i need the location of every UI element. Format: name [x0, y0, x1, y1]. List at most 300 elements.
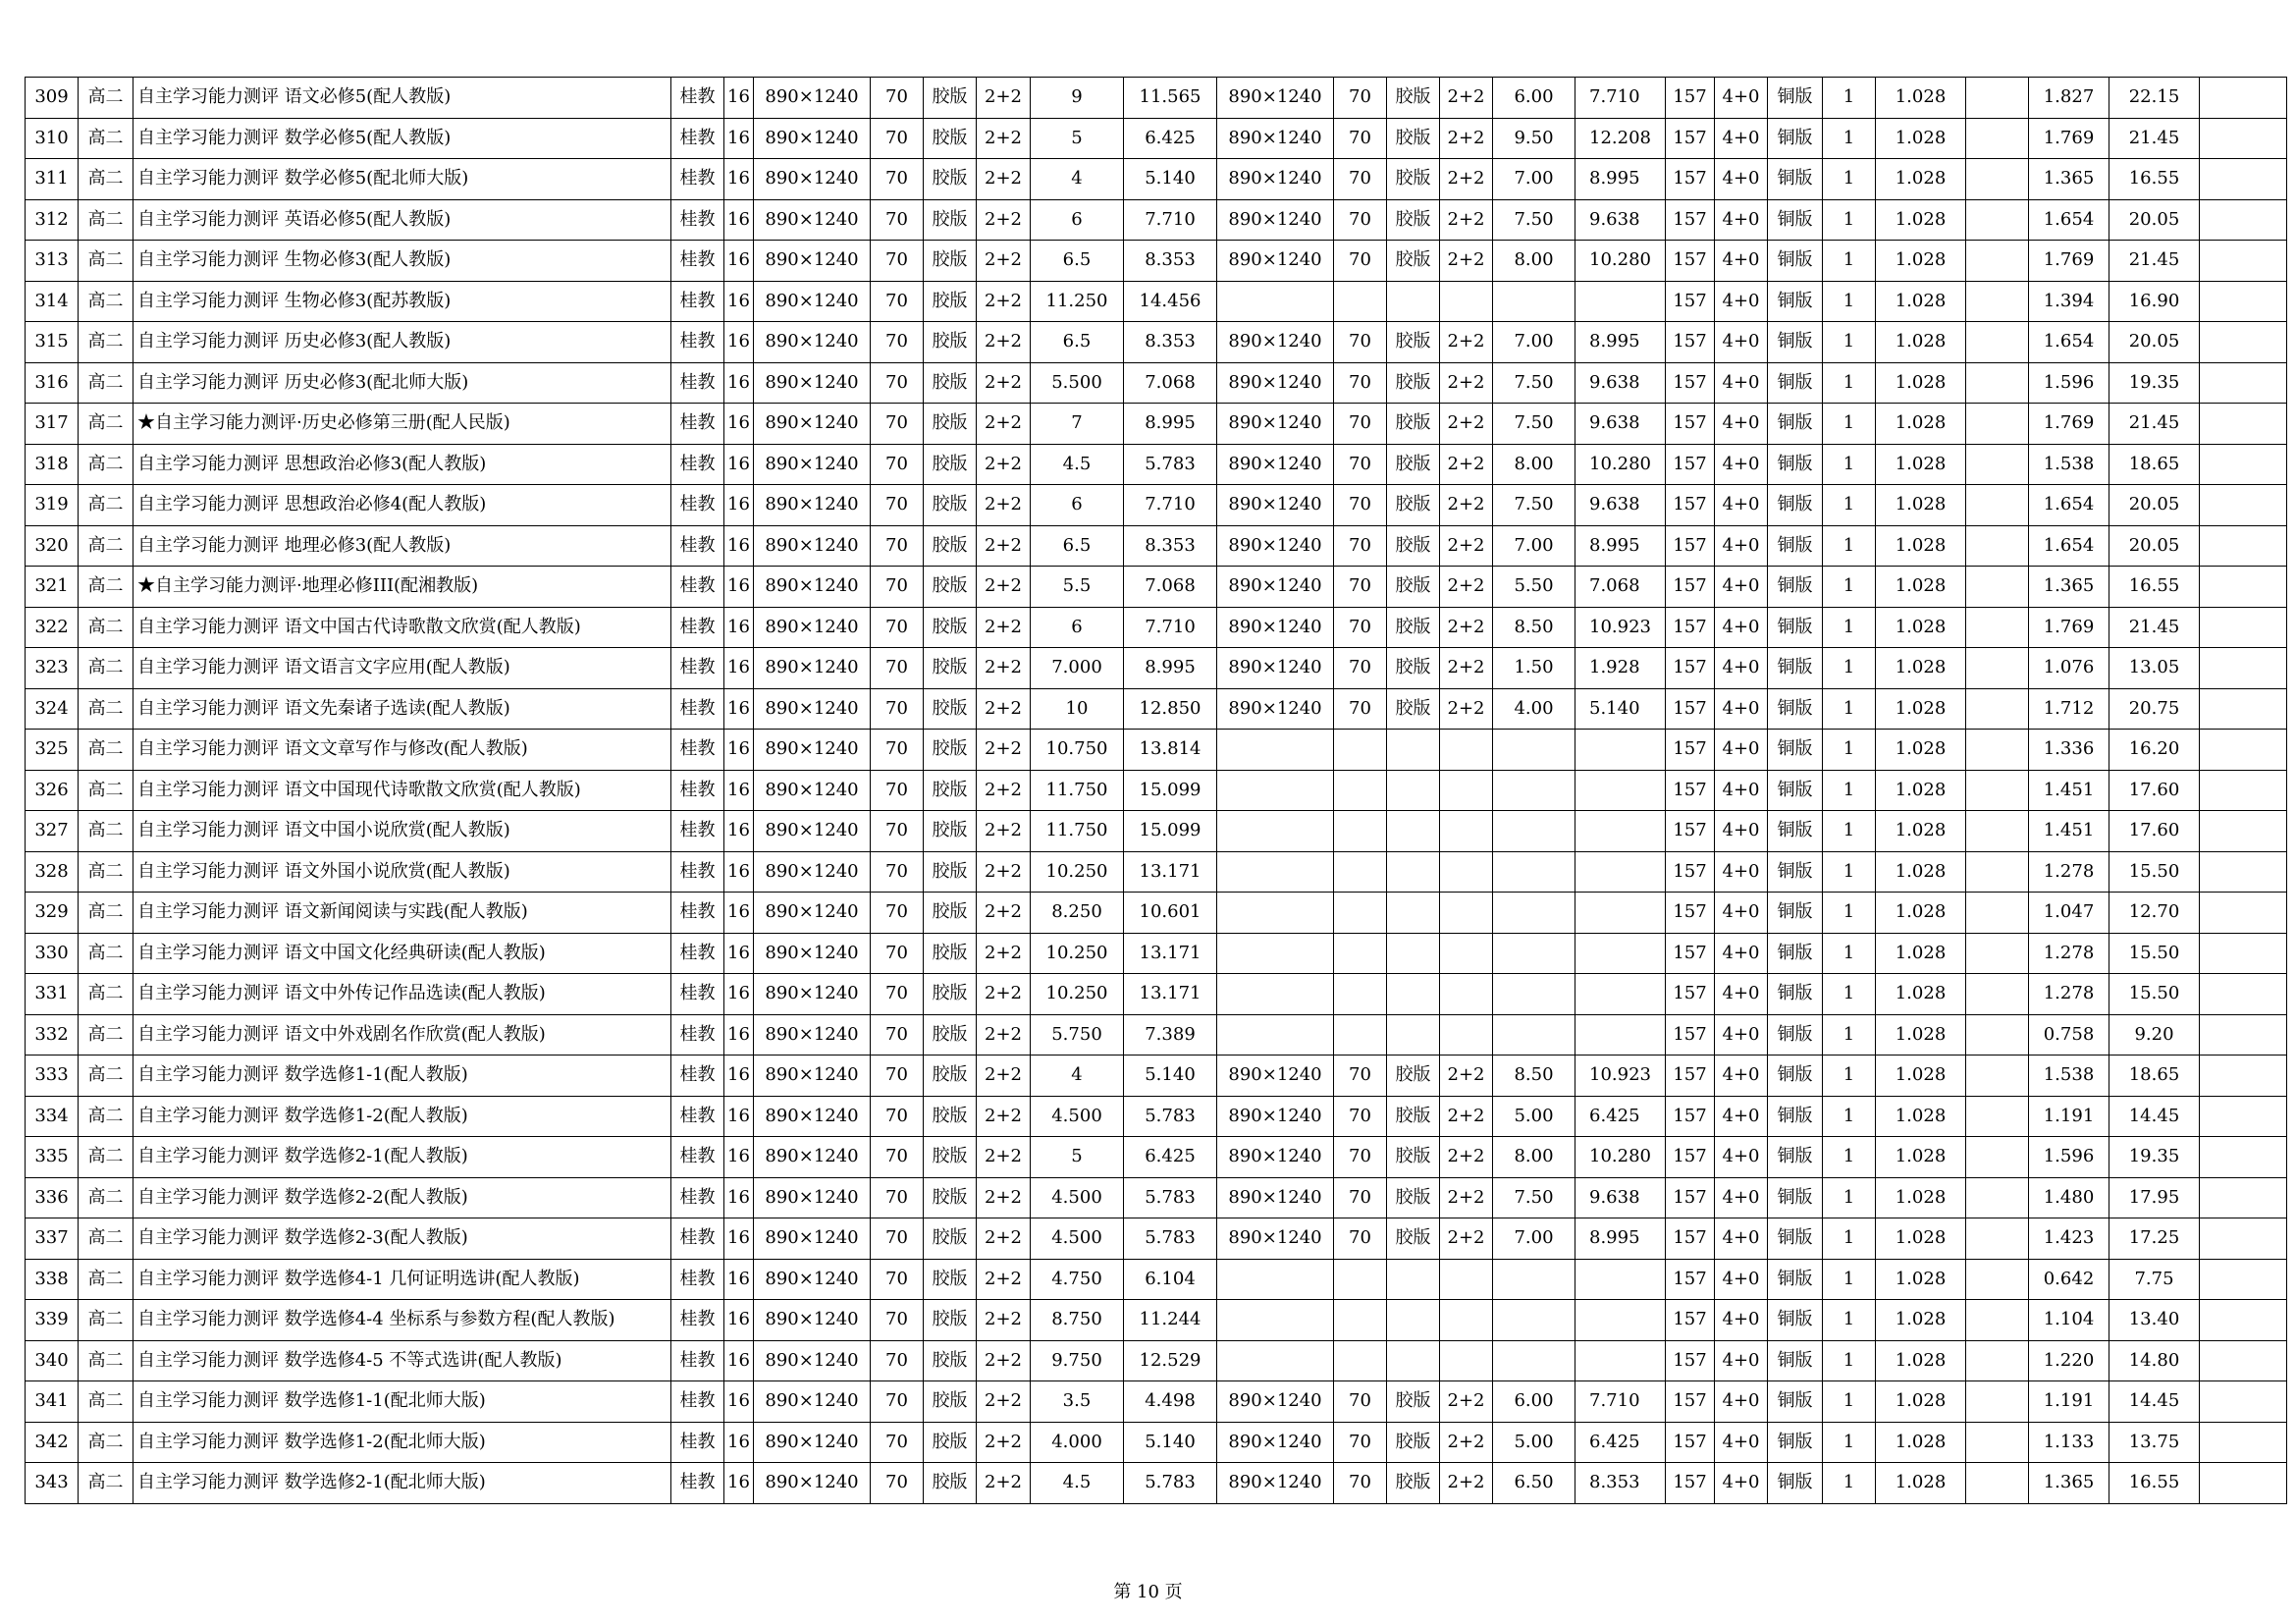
cell-insert-paper-type [1387, 730, 1440, 771]
cell-retail-price: 16.20 [2109, 730, 2200, 771]
cell-insert-paper-type [1387, 1340, 1440, 1381]
cell-cover-price: 1.028 [1876, 1259, 1966, 1300]
cell-grade: 高二 [79, 78, 133, 119]
cell-cover-colors: 4+0 [1715, 322, 1768, 363]
cell-title: 自主学习能力测评 语文先秦诸子选读(配人教版) [133, 688, 671, 730]
cell-grade: 高二 [79, 607, 133, 648]
cell-format: 16 [724, 1259, 754, 1300]
cell-insert-sheets [1493, 974, 1575, 1015]
cell-paper-type: 胶版 [924, 525, 977, 567]
cell-cover-paper: 铜版 [1768, 770, 1823, 811]
cell-cover-colors: 4+0 [1715, 1381, 1768, 1423]
cell-paper-weight: 70 [871, 1014, 924, 1056]
cell-paper-type: 胶版 [924, 1300, 977, 1341]
cell-print-colors: 2+2 [977, 485, 1031, 526]
cell-insert-paper-weight: 70 [1334, 1422, 1387, 1463]
cell-cover-price: 1.028 [1876, 1381, 1966, 1423]
cell-seq-no: 309 [26, 78, 79, 119]
cell-price: 8.353 [1124, 241, 1217, 282]
cell-insert-paper-size: 890×1240 [1217, 159, 1334, 200]
cell-remark [2200, 974, 2287, 1015]
cell-print-colors: 2+2 [977, 1300, 1031, 1341]
cell-insert-paper-type: 胶版 [1387, 1096, 1440, 1137]
cell-insert-paper-type: 胶版 [1387, 1177, 1440, 1218]
cell-retail-price: 16.55 [2109, 159, 2200, 200]
cell-paper-type: 胶版 [924, 567, 977, 608]
cell-unit-price: 1.451 [2029, 770, 2109, 811]
cell-grade: 高二 [79, 1463, 133, 1504]
cell-retail-price: 21.45 [2109, 607, 2200, 648]
cell-paper-weight: 70 [871, 567, 924, 608]
cell-insert-print-colors: 2+2 [1440, 322, 1493, 363]
cell-unit-price: 1.712 [2029, 688, 2109, 730]
cell-cover-weight: 157 [1666, 241, 1715, 282]
cell-title: 自主学习能力测评 地理必修3(配人教版) [133, 525, 671, 567]
cell-seq-no: 328 [26, 851, 79, 893]
cell-unit-price: 1.278 [2029, 974, 2109, 1015]
cell-cover-count: 1 [1823, 1218, 1876, 1260]
cell-sheets: 4.000 [1031, 1422, 1124, 1463]
cell-retail-price: 16.55 [2109, 1463, 2200, 1504]
cell-grade: 高二 [79, 933, 133, 974]
cell-insert-sheets [1493, 893, 1575, 934]
cell-cover-colors: 4+0 [1715, 118, 1768, 159]
cell-publisher: 桂教 [671, 199, 724, 241]
cell-insert-paper-type [1387, 851, 1440, 893]
cell-insert-paper-weight: 70 [1334, 1096, 1387, 1137]
cell-cover-paper: 铜版 [1768, 1096, 1823, 1137]
cell-print-colors: 2+2 [977, 404, 1031, 445]
price-table [25, 77, 2287, 1504]
cell-insert-paper-size [1217, 851, 1334, 893]
cell-sheets: 4.500 [1031, 1218, 1124, 1260]
cell-retail-price: 20.05 [2109, 485, 2200, 526]
cell-print-colors: 2+2 [977, 1177, 1031, 1218]
cell-cover-weight: 157 [1666, 1096, 1715, 1137]
cell-print-colors: 2+2 [977, 1381, 1031, 1423]
cell-insert-paper-size: 890×1240 [1217, 1463, 1334, 1504]
table-row [26, 607, 2287, 648]
cell-cover-colors: 4+0 [1715, 1463, 1768, 1504]
cell-insert-print-colors [1440, 933, 1493, 974]
cell-print-colors: 2+2 [977, 1259, 1031, 1300]
cell-retail-price: 20.05 [2109, 199, 2200, 241]
cell-unit-price: 1.365 [2029, 159, 2109, 200]
cell-cover-paper: 铜版 [1768, 567, 1823, 608]
cell-unit-price: 1.336 [2029, 730, 2109, 771]
cell-paper-type: 胶版 [924, 118, 977, 159]
cell-unit-price: 1.769 [2029, 118, 2109, 159]
cell-unit-price: 1.596 [2029, 362, 2109, 404]
cell-cover-paper: 铜版 [1768, 199, 1823, 241]
cell-cover-price: 1.028 [1876, 1218, 1966, 1260]
cell-insert-print-colors: 2+2 [1440, 362, 1493, 404]
cell-paper-weight: 70 [871, 893, 924, 934]
cell-cover-colors: 4+0 [1715, 1177, 1768, 1218]
cell-insert-print-colors [1440, 1300, 1493, 1341]
cell-print-colors: 2+2 [977, 1137, 1031, 1178]
cell-seq-no: 329 [26, 893, 79, 934]
table-row [26, 688, 2287, 730]
cell-paper-size: 890×1240 [754, 607, 871, 648]
cell-cover-count: 1 [1823, 1014, 1876, 1056]
cell-remark [2200, 78, 2287, 119]
cell-insert-paper-type: 胶版 [1387, 199, 1440, 241]
cell-cover-paper: 铜版 [1768, 404, 1823, 445]
cell-cover-price: 1.028 [1876, 974, 1966, 1015]
cell-cover-colors: 4+0 [1715, 281, 1768, 322]
cell-format: 16 [724, 525, 754, 567]
cell-paper-size: 890×1240 [754, 1300, 871, 1341]
cell-remark [2200, 851, 2287, 893]
cell-cover-count: 1 [1823, 159, 1876, 200]
cell-price: 12.850 [1124, 688, 1217, 730]
cell-format: 16 [724, 567, 754, 608]
cell-cover-paper: 铜版 [1768, 241, 1823, 282]
cell-cover-colors: 4+0 [1715, 607, 1768, 648]
cell-note [1966, 1422, 2029, 1463]
cell-format: 16 [724, 1056, 754, 1097]
cell-cover-colors: 4+0 [1715, 1340, 1768, 1381]
cell-insert-sheets: 8.50 [1493, 1056, 1575, 1097]
cell-paper-weight: 70 [871, 1177, 924, 1218]
cell-print-colors: 2+2 [977, 281, 1031, 322]
cell-insert-paper-type: 胶版 [1387, 525, 1440, 567]
cell-sheets: 5 [1031, 1137, 1124, 1178]
cell-insert-paper-type: 胶版 [1387, 241, 1440, 282]
cell-grade: 高二 [79, 1300, 133, 1341]
cell-publisher: 桂教 [671, 322, 724, 363]
cell-note [1966, 118, 2029, 159]
cell-insert-price: 8.995 [1575, 159, 1666, 200]
cell-paper-type: 胶版 [924, 1381, 977, 1423]
cell-cover-colors: 4+0 [1715, 241, 1768, 282]
cell-insert-paper-weight [1334, 730, 1387, 771]
cell-cover-count: 1 [1823, 974, 1876, 1015]
cell-format: 16 [724, 362, 754, 404]
cell-print-colors: 2+2 [977, 1340, 1031, 1381]
cell-print-colors: 2+2 [977, 648, 1031, 689]
cell-insert-print-colors [1440, 281, 1493, 322]
cell-paper-type: 胶版 [924, 933, 977, 974]
cell-insert-price [1575, 933, 1666, 974]
cell-insert-print-colors [1440, 1340, 1493, 1381]
cell-retail-price: 13.05 [2109, 648, 2200, 689]
cell-cover-weight: 157 [1666, 118, 1715, 159]
cell-price: 6.104 [1124, 1259, 1217, 1300]
cell-cover-price: 1.028 [1876, 933, 1966, 974]
cell-sheets: 4 [1031, 1056, 1124, 1097]
cell-insert-sheets [1493, 281, 1575, 322]
cell-remark [2200, 688, 2287, 730]
cell-insert-paper-weight [1334, 893, 1387, 934]
cell-cover-price: 1.028 [1876, 688, 1966, 730]
cell-paper-weight: 70 [871, 1218, 924, 1260]
cell-remark [2200, 770, 2287, 811]
cell-paper-type: 胶版 [924, 485, 977, 526]
cell-insert-sheets: 5.00 [1493, 1096, 1575, 1137]
cell-note [1966, 281, 2029, 322]
cell-paper-weight: 70 [871, 1463, 924, 1504]
cell-cover-weight: 157 [1666, 1014, 1715, 1056]
cell-price: 15.099 [1124, 811, 1217, 852]
cell-price: 5.783 [1124, 1096, 1217, 1137]
cell-sheets: 5.500 [1031, 362, 1124, 404]
cell-title: 自主学习能力测评 语文必修5(配人教版) [133, 78, 671, 119]
cell-grade: 高二 [79, 648, 133, 689]
cell-title: 自主学习能力测评 语文中国现代诗歌散文欣赏(配人教版) [133, 770, 671, 811]
cell-paper-weight: 70 [871, 1300, 924, 1341]
cell-cover-count: 1 [1823, 1137, 1876, 1178]
cell-paper-size: 890×1240 [754, 730, 871, 771]
cell-grade: 高二 [79, 851, 133, 893]
cell-paper-weight: 70 [871, 933, 924, 974]
cell-paper-size: 890×1240 [754, 1340, 871, 1381]
cell-seq-no: 332 [26, 1014, 79, 1056]
cell-paper-size: 890×1240 [754, 770, 871, 811]
cell-insert-paper-type: 胶版 [1387, 362, 1440, 404]
cell-note [1966, 1177, 2029, 1218]
cell-note [1966, 1381, 2029, 1423]
cell-format: 16 [724, 851, 754, 893]
cell-cover-count: 1 [1823, 893, 1876, 934]
cell-sheets: 6 [1031, 485, 1124, 526]
cell-insert-print-colors: 2+2 [1440, 567, 1493, 608]
cell-cover-colors: 4+0 [1715, 1014, 1768, 1056]
cell-unit-price: 1.538 [2029, 444, 2109, 485]
cell-cover-price: 1.028 [1876, 118, 1966, 159]
cell-title: 自主学习能力测评 语文中国小说欣赏(配人教版) [133, 811, 671, 852]
cell-cover-weight: 157 [1666, 688, 1715, 730]
cell-insert-print-colors: 2+2 [1440, 78, 1493, 119]
cell-insert-print-colors: 2+2 [1440, 1463, 1493, 1504]
cell-cover-price: 1.028 [1876, 770, 1966, 811]
cell-cover-colors: 4+0 [1715, 525, 1768, 567]
cell-note [1966, 1463, 2029, 1504]
cell-cover-colors: 4+0 [1715, 1259, 1768, 1300]
cell-unit-price: 1.076 [2029, 648, 2109, 689]
cell-insert-print-colors [1440, 974, 1493, 1015]
cell-insert-sheets: 7.00 [1493, 525, 1575, 567]
cell-cover-weight: 157 [1666, 281, 1715, 322]
cell-print-colors: 2+2 [977, 851, 1031, 893]
cell-unit-price: 1.047 [2029, 893, 2109, 934]
cell-insert-paper-type [1387, 770, 1440, 811]
cell-cover-count: 1 [1823, 1340, 1876, 1381]
cell-insert-paper-weight [1334, 770, 1387, 811]
cell-title: 自主学习能力测评 数学选修2-1(配北师大版) [133, 1463, 671, 1504]
table-row [26, 78, 2287, 119]
cell-seq-no: 340 [26, 1340, 79, 1381]
cell-grade: 高二 [79, 730, 133, 771]
cell-price: 8.353 [1124, 322, 1217, 363]
cell-print-colors: 2+2 [977, 241, 1031, 282]
cell-cover-count: 1 [1823, 770, 1876, 811]
cell-cover-colors: 4+0 [1715, 159, 1768, 200]
cell-cover-paper: 铜版 [1768, 159, 1823, 200]
cell-insert-paper-size: 890×1240 [1217, 648, 1334, 689]
cell-retail-price: 21.45 [2109, 404, 2200, 445]
table-row [26, 1340, 2287, 1381]
cell-cover-colors: 4+0 [1715, 1096, 1768, 1137]
cell-retail-price: 14.80 [2109, 1340, 2200, 1381]
cell-price: 8.353 [1124, 525, 1217, 567]
cell-paper-size: 890×1240 [754, 1096, 871, 1137]
cell-remark [2200, 199, 2287, 241]
cell-title: 自主学习能力测评 英语必修5(配人教版) [133, 199, 671, 241]
cell-grade: 高二 [79, 811, 133, 852]
cell-insert-price: 10.280 [1575, 241, 1666, 282]
cell-insert-price [1575, 770, 1666, 811]
cell-print-colors: 2+2 [977, 688, 1031, 730]
table-row [26, 1259, 2287, 1300]
cell-remark [2200, 1177, 2287, 1218]
cell-price: 10.601 [1124, 893, 1217, 934]
cell-insert-paper-size: 890×1240 [1217, 1381, 1334, 1423]
cell-paper-size: 890×1240 [754, 322, 871, 363]
cell-unit-price: 1.278 [2029, 851, 2109, 893]
cell-print-colors: 2+2 [977, 362, 1031, 404]
cell-insert-paper-weight [1334, 811, 1387, 852]
cell-cover-paper: 铜版 [1768, 485, 1823, 526]
table-row [26, 485, 2287, 526]
cell-cover-colors: 4+0 [1715, 567, 1768, 608]
cell-cover-colors: 4+0 [1715, 688, 1768, 730]
cell-insert-sheets: 7.50 [1493, 1177, 1575, 1218]
cell-print-colors: 2+2 [977, 1096, 1031, 1137]
cell-insert-paper-size: 890×1240 [1217, 199, 1334, 241]
cell-publisher: 桂教 [671, 444, 724, 485]
cell-cover-paper: 铜版 [1768, 322, 1823, 363]
cell-insert-paper-size: 890×1240 [1217, 1218, 1334, 1260]
cell-cover-weight: 157 [1666, 1218, 1715, 1260]
cell-cover-price: 1.028 [1876, 485, 1966, 526]
cell-sheets: 4.750 [1031, 1259, 1124, 1300]
cell-paper-size: 890×1240 [754, 1177, 871, 1218]
cell-note [1966, 525, 2029, 567]
cell-cover-count: 1 [1823, 485, 1876, 526]
cell-format: 16 [724, 199, 754, 241]
cell-paper-type: 胶版 [924, 362, 977, 404]
cell-insert-price [1575, 1300, 1666, 1341]
table-row [26, 1137, 2287, 1178]
cell-sheets: 10.750 [1031, 730, 1124, 771]
cell-cover-colors: 4+0 [1715, 1300, 1768, 1341]
cell-note [1966, 893, 2029, 934]
cell-retail-price: 13.40 [2109, 1300, 2200, 1341]
cell-cover-colors: 4+0 [1715, 851, 1768, 893]
cell-cover-price: 1.028 [1876, 322, 1966, 363]
cell-insert-paper-type: 胶版 [1387, 1056, 1440, 1097]
cell-sheets: 11.750 [1031, 811, 1124, 852]
cell-seq-no: 313 [26, 241, 79, 282]
cell-cover-weight: 157 [1666, 485, 1715, 526]
cell-insert-paper-type: 胶版 [1387, 78, 1440, 119]
cell-insert-paper-type [1387, 281, 1440, 322]
cell-insert-paper-type [1387, 974, 1440, 1015]
cell-cover-weight: 157 [1666, 159, 1715, 200]
cell-paper-size: 890×1240 [754, 281, 871, 322]
cell-insert-paper-size [1217, 974, 1334, 1015]
cell-insert-paper-weight: 70 [1334, 1218, 1387, 1260]
table-body [26, 78, 2287, 1504]
cell-insert-sheets [1493, 851, 1575, 893]
cell-grade: 高二 [79, 404, 133, 445]
cell-cover-colors: 4+0 [1715, 1218, 1768, 1260]
cell-seq-no: 315 [26, 322, 79, 363]
cell-insert-price [1575, 1259, 1666, 1300]
cell-unit-price: 1.365 [2029, 567, 2109, 608]
cell-print-colors: 2+2 [977, 811, 1031, 852]
cell-title: 自主学习能力测评 数学选修1-2(配北师大版) [133, 1422, 671, 1463]
cell-grade: 高二 [79, 1259, 133, 1300]
cell-retail-price: 16.55 [2109, 567, 2200, 608]
table-row [26, 1381, 2287, 1423]
cell-retail-price: 19.35 [2109, 1137, 2200, 1178]
cell-print-colors: 2+2 [977, 567, 1031, 608]
cell-remark [2200, 404, 2287, 445]
cell-paper-size: 890×1240 [754, 811, 871, 852]
cell-cover-count: 1 [1823, 241, 1876, 282]
table-row [26, 851, 2287, 893]
cell-sheets: 5.5 [1031, 567, 1124, 608]
cell-remark [2200, 1259, 2287, 1300]
cell-cover-weight: 157 [1666, 1463, 1715, 1504]
cell-seq-no: 320 [26, 525, 79, 567]
cell-paper-type: 胶版 [924, 281, 977, 322]
cell-note [1966, 1259, 2029, 1300]
cell-grade: 高二 [79, 1381, 133, 1423]
cell-insert-sheets: 6.00 [1493, 78, 1575, 119]
cell-insert-price: 10.280 [1575, 444, 1666, 485]
cell-insert-price: 10.280 [1575, 1137, 1666, 1178]
cell-publisher: 桂教 [671, 648, 724, 689]
cell-cover-count: 1 [1823, 1259, 1876, 1300]
table-row [26, 648, 2287, 689]
cell-paper-type: 胶版 [924, 199, 977, 241]
cell-unit-price: 1.104 [2029, 1300, 2109, 1341]
cell-insert-sheets: 6.00 [1493, 1381, 1575, 1423]
cell-unit-price: 1.365 [2029, 1463, 2109, 1504]
cell-cover-weight: 157 [1666, 1137, 1715, 1178]
cell-paper-size: 890×1240 [754, 851, 871, 893]
cell-format: 16 [724, 78, 754, 119]
cell-remark [2200, 159, 2287, 200]
cell-insert-print-colors: 2+2 [1440, 607, 1493, 648]
cell-insert-paper-weight [1334, 933, 1387, 974]
cell-unit-price: 0.758 [2029, 1014, 2109, 1056]
cell-paper-weight: 70 [871, 851, 924, 893]
cell-title: 自主学习能力测评 历史必修3(配人教版) [133, 322, 671, 363]
cell-insert-paper-size [1217, 933, 1334, 974]
cell-insert-paper-type: 胶版 [1387, 1463, 1440, 1504]
cell-seq-no: 342 [26, 1422, 79, 1463]
cell-price: 7.710 [1124, 485, 1217, 526]
cell-grade: 高二 [79, 1056, 133, 1097]
cell-insert-paper-weight: 70 [1334, 159, 1387, 200]
cell-insert-sheets: 5.50 [1493, 567, 1575, 608]
cell-format: 16 [724, 1177, 754, 1218]
cell-remark [2200, 241, 2287, 282]
cell-sheets: 7.000 [1031, 648, 1124, 689]
cell-price: 6.425 [1124, 1137, 1217, 1178]
cell-format: 16 [724, 811, 754, 852]
cell-print-colors: 2+2 [977, 730, 1031, 771]
cell-price: 8.995 [1124, 404, 1217, 445]
cell-publisher: 桂教 [671, 770, 724, 811]
cell-insert-paper-size: 890×1240 [1217, 1137, 1334, 1178]
cell-note [1966, 688, 2029, 730]
